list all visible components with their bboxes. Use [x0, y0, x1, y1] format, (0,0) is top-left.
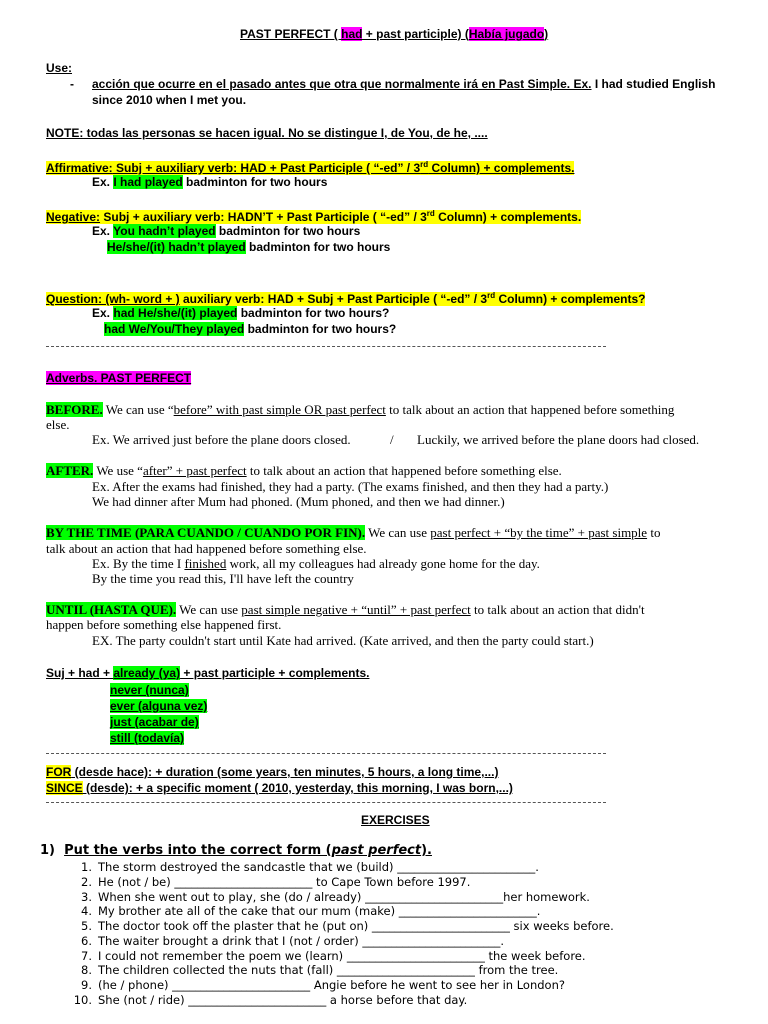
exercise-item: 2. He (not / be) ________________________ to Cape Town before 1997. [81, 875, 471, 889]
bythetime-example-2: By the time you read this, I'll have left the country [92, 571, 354, 586]
use-label: Use: [46, 61, 73, 75]
after-example-2: We had dinner after Mum had phoned. (Mum phoned, and then we had dinner.) [92, 494, 505, 509]
question-example-1: Ex. had He/she/(it) played badminton for two hours? [92, 306, 390, 320]
exercise-item: 5. The doctor took off the plaster that he (put on) ________________________ six weeks before. [81, 919, 614, 933]
exercises-title: EXERCISES [361, 813, 430, 827]
bythetime-line-1: BY THE TIME (PARA CUANDO / CUANDO POR FIN). We can use past perfect + “by the time” + past simple to [46, 525, 661, 540]
question-rule: Question: (wh- word + ) auxiliary verb: HAD + Subj + Past Participle ( “-ed” / 3rd Column) + complements? [46, 291, 646, 306]
before-example-a: Ex. We arrived just before the plane doors closed. [92, 432, 351, 447]
exercise-item: 9. (he / phone) ________________________ Angie before he went to see her in London? [81, 978, 565, 992]
bythetime-example-1: Ex. By the time I finished work, all my colleagues had already gone home for the day. [92, 556, 540, 571]
until-example: EX. The party couldn't start until Kate had arrived. (Kate arrived, and then the party could start.) [92, 633, 594, 648]
note-text: NOTE: todas las personas se hacen igual. No se distingue I, de You, de he, .... [46, 126, 488, 140]
adverb-item: ever (alguna vez) [110, 699, 208, 713]
adverb-item: never (nunca) [110, 683, 189, 697]
before-line-2: else. [46, 417, 70, 432]
highlight-habia-jugado: Había jugado [468, 27, 545, 41]
exercise-heading: 1) Put the verbs into the correct form (past perfect). [40, 843, 432, 858]
affirmative-example: Ex. I had played badminton for two hours [92, 175, 328, 189]
before-line-1: BEFORE. We can use “before” with past simple OR past perfect to talk about an action that happened before something [46, 402, 675, 417]
for-rule: FOR (desde hace): + duration (some years, ten minutes, 5 hours, a long time,...) [46, 765, 499, 779]
since-rule: SINCE (desde): + a specific moment ( 2010, yesterday, this morning, I was born,...) [46, 781, 513, 795]
negative-example-1: Ex. You hadn’t played badminton for two hours [92, 224, 361, 238]
divider [46, 753, 606, 754]
question-example-2: had We/You/They played badminton for two hours? [104, 322, 397, 336]
page-title: PAST PERFECT ( had + past participle) (Había jugado) [240, 27, 549, 41]
exercise-item: 4. My brother ate all of the cake that our mum (make) ________________________. [81, 904, 541, 918]
before-slash: / [390, 432, 394, 447]
already-rule: Suj + had + already (ya) + past participle + complements. [46, 666, 370, 680]
bythetime-line-2: talk about an action that had happened before something else. [46, 541, 367, 556]
highlight-had: had [341, 27, 363, 41]
divider [46, 802, 606, 803]
negative-example-2: He/she/(it) hadn’t played badminton for two hours [107, 240, 391, 254]
until-line-1: UNTIL (HASTA QUE). We can use past simple negative + “until” + past perfect to talk about an action that didn't [46, 602, 645, 617]
adverb-item: just (acabar de) [110, 715, 199, 729]
use-line-2: since 2010 when I met you. [92, 93, 247, 107]
divider [46, 346, 606, 347]
before-example-b: Luckily, we arrived before the plane doors had closed. [417, 432, 700, 447]
negative-rule: Negative: Subj + auxiliary verb: HADN’T + Past Participle ( “-ed” / 3rd Column) + complements. [46, 209, 582, 224]
exercise-item: 3. When she went out to play, she (do / already) ________________________her homework. [81, 890, 590, 904]
adverbs-title: Adverbs. PAST PERFECT [46, 371, 192, 385]
after-line-1: AFTER. We use “after” + past perfect to talk about an action that happened before something else. [46, 463, 562, 478]
exercise-item: 6. The waiter brought a drink that I (not / order) ________________________. [81, 934, 505, 948]
until-line-2: happen before something else happened first. [46, 617, 282, 632]
adverb-item: still (todavía) [110, 731, 185, 745]
use-line-1: acción que ocurre en el pasado antes que otra que normalmente irá en Past Simple. Ex. I had studied English [92, 77, 716, 91]
exercise-item: 1. The storm destroyed the sandcastle that we (build) ________________________. [81, 860, 539, 874]
after-example-1: Ex. After the exams had finished, they had a party. (The exams finished, and then they had a party.) [92, 479, 609, 494]
exercise-item: 10. She (not / ride) ________________________ a horse before that day. [73, 993, 468, 1007]
exercise-item: 8. The children collected the nuts that (fall) ________________________ from the tree. [81, 963, 559, 977]
affirmative-rule: Affirmative: Subj + auxiliary verb: HAD + Past Participle ( “-ed” / 3rd Column) + complements. [46, 160, 575, 175]
use-dash: - [70, 77, 74, 91]
exercise-item: 7. I could not remember the poem we (learn) ________________________ the week before. [81, 949, 586, 963]
